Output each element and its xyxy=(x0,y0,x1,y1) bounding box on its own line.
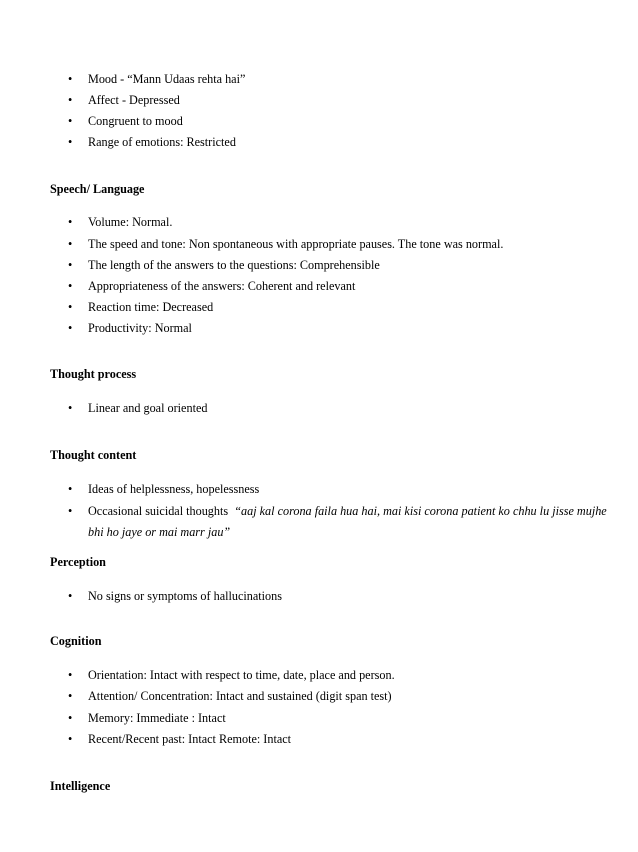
list-item-text: Congruent to mood xyxy=(88,114,183,128)
list-item-text: Attention/ Concentration: Intact and sustained (digit span test) xyxy=(88,689,392,703)
list-item-text: Memory: Immediate : Intact xyxy=(88,711,226,725)
bullet: • xyxy=(68,300,73,314)
list-item-text: The speed and tone: Non spontaneous with appropriate pauses. The tone was normal. xyxy=(88,237,504,251)
list-item-text: Volume: Normal. xyxy=(88,215,173,229)
bullet: • xyxy=(68,689,73,703)
list-item-text: Orientation: Intact with respect to time, date, place and person. xyxy=(88,668,395,682)
patient-quote: “aaj kal corona faila hua hai, mai kisi corona patient ko chhu lu jisse mujhe bhi ho jaye or mai marr jau” xyxy=(88,504,607,539)
list-item-text: Reaction time: Decreased xyxy=(88,300,214,314)
bullet: • xyxy=(68,732,73,746)
bullet: • xyxy=(68,504,73,518)
list-item-text: Affect - Depressed xyxy=(88,93,180,107)
bullet: • xyxy=(68,401,73,415)
section-heading-intelligence: Intelligence xyxy=(50,779,111,793)
bullet: • xyxy=(68,321,73,335)
list-item-text: Linear and goal oriented xyxy=(88,401,208,415)
bullet: • xyxy=(68,279,73,293)
list-item-text: Productivity: Normal xyxy=(88,321,192,335)
bullet: • xyxy=(68,482,73,496)
suicidal-thoughts-label: Occasional suicidal thoughts xyxy=(88,504,229,518)
bullet: • xyxy=(68,114,73,128)
section-heading-cognition: Cognition xyxy=(50,634,102,648)
list-item-text: Range of emotions: Restricted xyxy=(88,135,236,149)
list-item-text xyxy=(88,501,618,543)
section-heading-thought-content: Thought content xyxy=(50,448,137,462)
section-heading-speech: Speech/ Language xyxy=(50,182,145,196)
section-heading-perception: Perception xyxy=(50,555,106,569)
bullet: • xyxy=(68,237,73,251)
bullet: • xyxy=(68,135,73,149)
list-item-text: Appropriateness of the answers: Coherent and relevant xyxy=(88,279,356,293)
bullet: • xyxy=(68,258,73,272)
bullet: • xyxy=(68,668,73,682)
bullet: • xyxy=(68,215,73,229)
bullet: • xyxy=(68,93,73,107)
bullet: • xyxy=(68,589,73,603)
list-item-text: Recent/Recent past: Intact Remote: Intact xyxy=(88,732,292,746)
list-item-text: Mood - “Mann Udaas rehta hai” xyxy=(88,72,246,86)
list-item-text: No signs or symptoms of hallucinations xyxy=(88,589,282,603)
list-item-text: The length of the answers to the questions: Comprehensible xyxy=(88,258,380,272)
section-heading-thought-process: Thought process xyxy=(50,367,137,381)
list-item-text: Ideas of helplessness, hopelessness xyxy=(88,482,260,496)
bullet: • xyxy=(68,711,73,725)
bullet: • xyxy=(68,72,73,86)
